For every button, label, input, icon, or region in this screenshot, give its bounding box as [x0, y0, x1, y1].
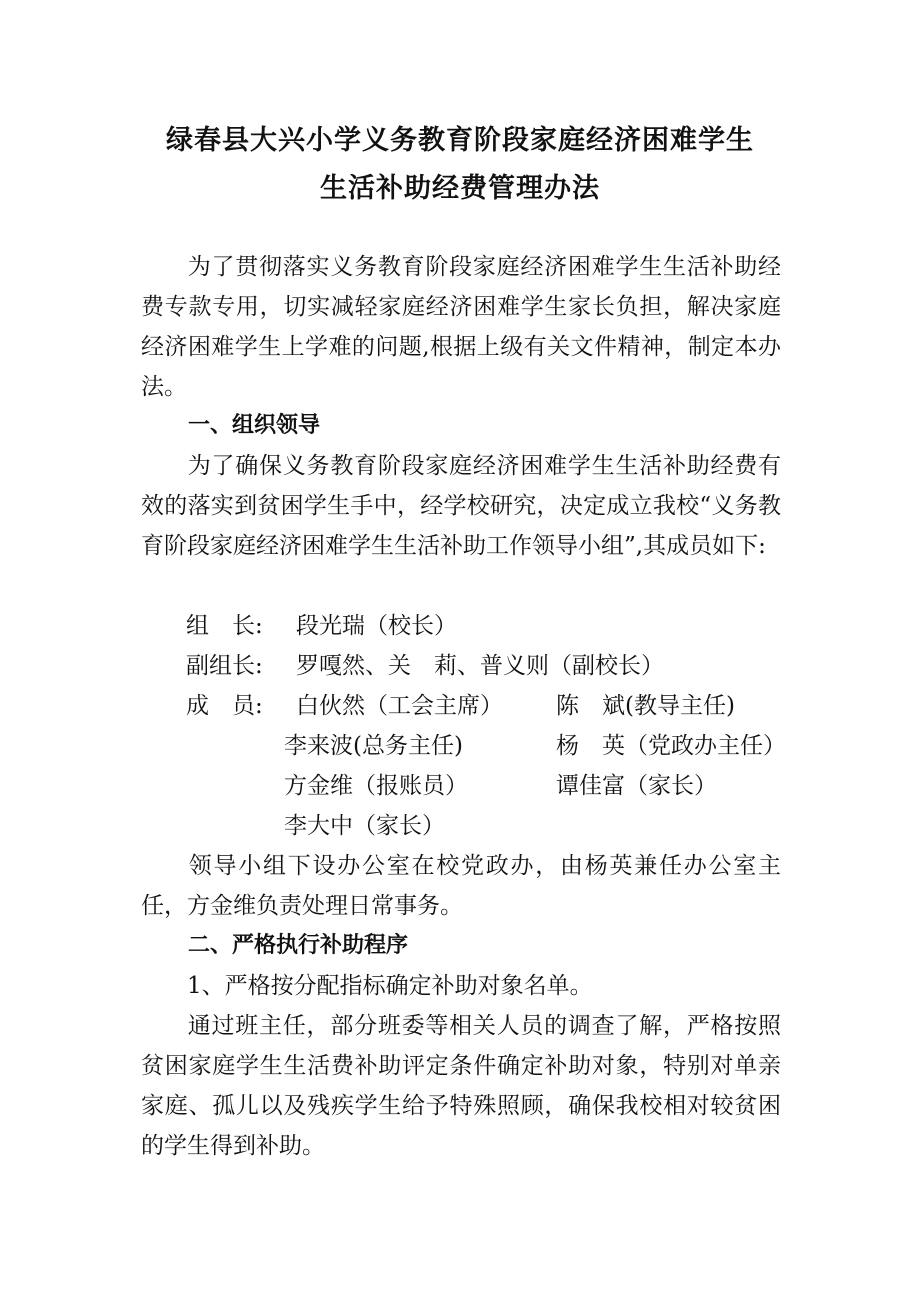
document-title-line2: 生活补助经费管理办法	[320, 173, 600, 204]
member-item: 杨 英（党政办主任）	[556, 733, 786, 759]
section2-paragraph	[141, 1006, 781, 1166]
section1-paragraph	[141, 446, 781, 566]
intro-text: 为了贯彻落实义务教育阶段家庭经济困难学生生活补助经费专款专用，切实减轻家庭经济困难学生家长负担，解决家庭经济困难学生上学难的问题,根据上级有关文件精神，制定本办法。	[141, 254, 781, 400]
section1-text: 为了确保义务教育阶段家庭经济困难学生生活补助经费有效的落实到贫困学生手中，经学校研究，决定成立我校“义务教育阶段家庭经济困难学生生活补助工作领导小组”,其成员如下:	[141, 453, 781, 559]
leader-value: 段光瑞（校长）	[296, 613, 457, 639]
member-item: 谭佳富（家长）	[556, 773, 717, 799]
members-label: 成 员:	[186, 693, 263, 719]
member-item: 陈 斌(教导主任)	[556, 693, 735, 719]
document-title-line1: 绿春县大兴小学义务教育阶段家庭经济困难学生	[166, 125, 754, 156]
leader-label: 组 长:	[186, 613, 263, 639]
section2-text: 通过班主任，部分班委等相关人员的调查了解，严格按照贫困家庭学生生活费补助评定条件确定补助对象，特别对单亲家庭、孤儿以及残疾学生给予特殊照顾，确保我校相对较贫困的学生得到补助。	[141, 1013, 781, 1159]
section2-heading: 二、严格执行补助程序	[188, 933, 409, 958]
deputy-value: 罗嘎然、关 莉、普义则（副校长）	[296, 653, 664, 679]
section2-item1: 1、严格按分配指标确定补助对象名单。	[187, 973, 593, 999]
member-item: 白伙然（工会主席）	[296, 693, 503, 719]
member-item: 李大中（家长）	[284, 813, 445, 839]
member-item: 李来波(总务主任)	[284, 733, 463, 759]
office-paragraph	[141, 846, 781, 926]
deputy-label: 副组长:	[186, 653, 263, 679]
office-text: 领导小组下设办公室在校党政办，由杨英兼任办公室主任，方金维负责处理日常事务。	[141, 853, 781, 919]
member-item: 方金维（报账员）	[284, 773, 468, 799]
section1-heading: 一、组织领导	[188, 413, 321, 438]
intro-paragraph	[141, 247, 781, 407]
